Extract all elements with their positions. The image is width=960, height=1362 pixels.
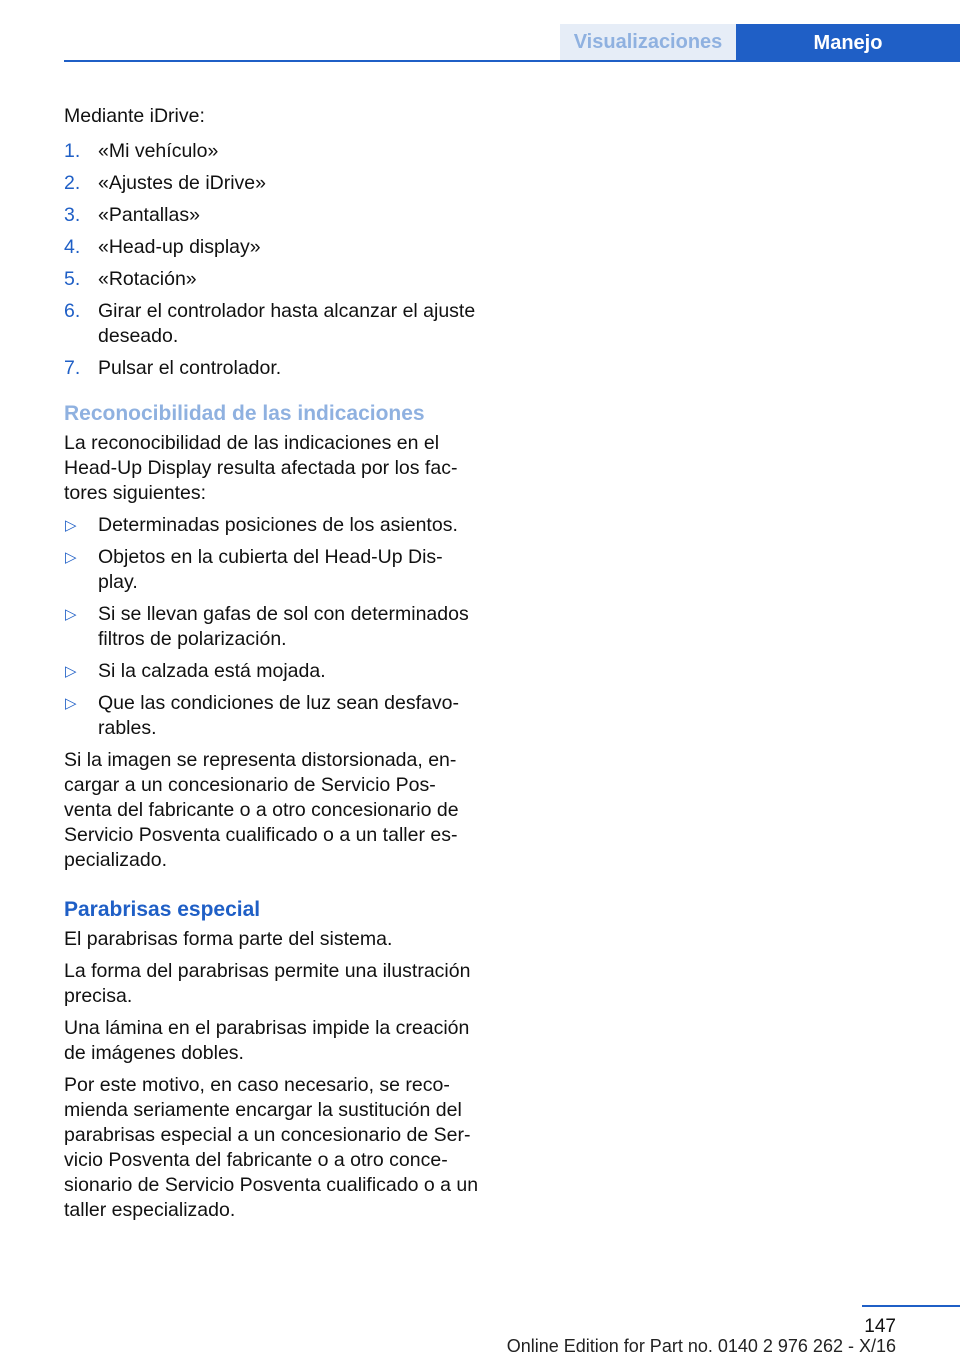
step-text: «Pantallas»: [98, 204, 200, 226]
list-item: [64, 659, 480, 684]
list-item: [64, 513, 480, 538]
triangle-bullet-icon: ▷: [65, 549, 77, 566]
header-rule: [64, 60, 960, 62]
list-item: [64, 235, 480, 260]
step-number: 7.: [64, 357, 81, 379]
steps-list: [64, 139, 480, 381]
section-tab: Visualizaciones: [560, 24, 736, 60]
step-number: 2.: [64, 172, 81, 194]
section-heading-visibility: Reconocibilidad de las indicaciones: [64, 402, 425, 425]
intro-text: Mediante iDrive:: [64, 105, 205, 127]
step-text: Pulsar el controlador.: [98, 357, 282, 379]
step-number: 1.: [64, 140, 81, 162]
step-text: «Rotación»: [98, 268, 197, 290]
page-number-rule: [862, 1305, 960, 1307]
step-text: «Mi vehículo»: [98, 140, 219, 162]
triangle-bullet-icon: ▷: [65, 695, 77, 712]
page-number: 147: [864, 1316, 896, 1337]
list-item: [64, 171, 480, 196]
step-number: 4.: [64, 236, 81, 258]
bullet-text: Si se llevan gafas de sol con determinados filtros de polarización.: [98, 603, 469, 650]
section2-paragraph: Por este motivo, en caso necesario, se reco‐mienda seriamente encargar la sustitución del parabrisas especial a un concesionario de Ser‐vicio Posventa del fabricante o a otro conce‐sionario de Servicio Posventa cualificado o a un taller especializado.: [64, 1074, 479, 1221]
footer-edition: Online Edition for Part no. 0140 2 976 262 - X/16: [506, 1336, 896, 1356]
section1-closing: Si la imagen se representa distorsionada, en‐cargar a un concesionario de Servicio Pos‐venta del fabricante o a otro concesionario de Servicio Posventa cualificado o a un taller es‐pecializado.: [64, 749, 459, 871]
step-number: 5.: [64, 268, 81, 290]
list-item: [64, 203, 480, 228]
triangle-bullet-icon: ▷: [65, 663, 77, 680]
triangle-bullet-icon: ▷: [65, 606, 77, 623]
step-number: 6.: [64, 300, 81, 322]
section2-paragraph: El parabrisas forma parte del sistema.: [64, 928, 393, 950]
step-text: Girar el controlador hasta alcanzar el ajuste deseado.: [98, 300, 476, 347]
factors-list: [64, 513, 480, 741]
list-item: [64, 267, 480, 292]
section2-paragraph: La forma del parabrisas permite una ilustración precisa.: [64, 960, 471, 1007]
bullet-text: Objetos en la cubierta del Head-Up Dis‐play.: [98, 546, 443, 593]
step-text: «Ajustes de iDrive»: [98, 172, 266, 194]
list-item: [64, 602, 480, 652]
section2-paragraph: Una lámina en el parabrisas impide la creación de imágenes dobles.: [64, 1017, 470, 1064]
chapter-tab: Manejo: [736, 24, 960, 62]
section-heading-windshield: Parabrisas especial: [64, 898, 261, 921]
list-item: [64, 545, 480, 595]
list-item: [64, 691, 480, 741]
list-item: [64, 139, 480, 164]
page-content: [64, 100, 480, 1230]
bullet-text: Si la calzada está mojada.: [98, 660, 326, 682]
section1-paragraph: La reconocibilidad de las indicaciones en el Head-Up Display resulta afectada por los fac‐tores siguientes:: [64, 432, 458, 504]
step-number: 3.: [64, 204, 81, 226]
list-item: [64, 299, 480, 349]
list-item: [64, 356, 480, 381]
bullet-text: Que las condiciones de luz sean desfavo‐rables.: [98, 692, 459, 739]
triangle-bullet-icon: ▷: [65, 517, 77, 534]
step-text: «Head-up display»: [98, 236, 261, 258]
bullet-text: Determinadas posiciones de los asientos.: [98, 514, 458, 536]
